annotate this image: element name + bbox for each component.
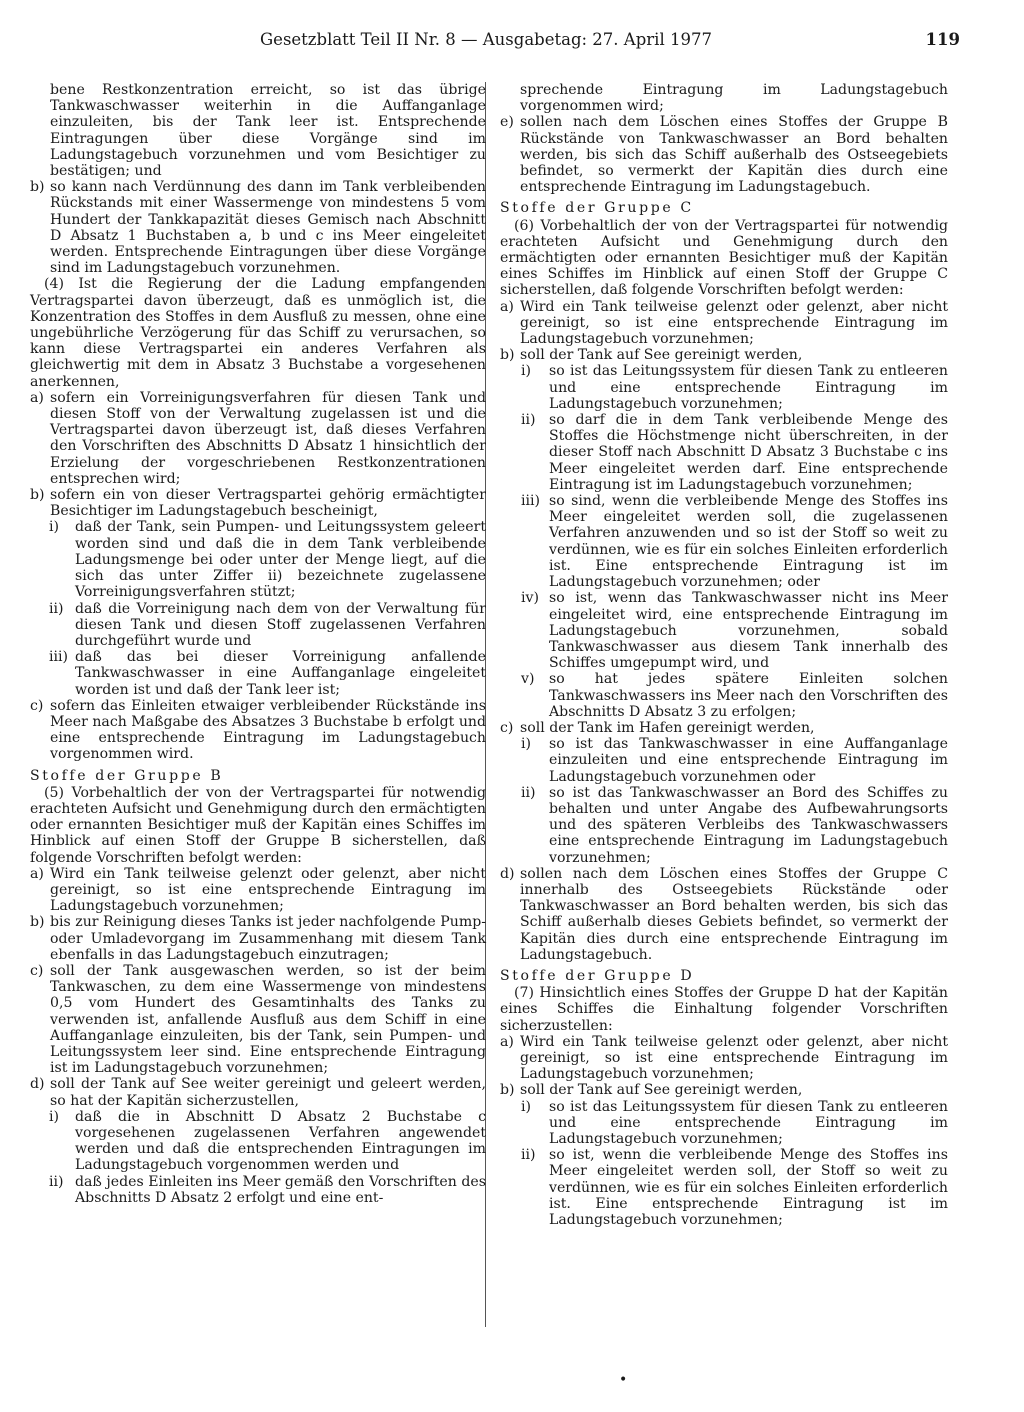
list-subitem (30, 519, 486, 600)
list-item (500, 720, 948, 736)
section-heading: Stoffe der Gruppe C (500, 200, 694, 217)
list-subitem (500, 671, 948, 720)
item-label: e) (500, 114, 514, 131)
item-text: sollen nach dem Löschen eines Stoffes der Gruppe B Rückstände von Tankwaschwasser an Bord behalten werden, bis sich das Schiff außerhalb des Ostseegebiets befindet, so vermerkt der Kapitän dies durch eine entsprechende Eintragung im Ladungstagebuch. (520, 114, 948, 196)
paragraph: (6) Vorbehaltlich der von der Vertragspartei für notwendig erachteten Aufsicht und Genehmigung durch den ermächtigten oder ernannten Besichtiger muß der Kapitän eines Schiffes im Hinblick auf einen Stoff der Gruppe C sicherstellen, daß folgende Vorschriften befolgt werden: (500, 217, 948, 299)
item-text: Wird ein Tank teilweise gelenzt oder gelenzt, aber nicht gereinigt, so ist eine entsprechende Eintragung im Ladungstagebuch vorzunehmen; (50, 865, 486, 915)
list-subitem (500, 736, 948, 785)
item-label: d) (30, 1076, 45, 1093)
list-subitem (500, 785, 948, 866)
item-text: so sind, wenn die verbleibende Menge des Stoffes ins Meer eingeleitet werden soll, die zugelassenen Verfahren anzuwenden und so ist der Stoff so weit zu verdünnen, wie es für ein solches Einleiten erforderlich ist. Eine entsprechende Eintragung ist im Ladungstagebuch vorzunehmen; oder (549, 493, 948, 591)
list-item (500, 299, 948, 348)
item-text: so ist, wenn das Tankwaschwasser nicht ins Meer eingeleitet wird, eine entsprechende Eintragung im Ladungstagebuch vorzunehmen, sobald Tankwaschwasser aus diesem Tank innerhalb des Schiffes umgepumpt wird, und (549, 590, 948, 672)
list-item (30, 698, 486, 763)
item-label: a) (30, 389, 44, 406)
item-text: so ist das Leitungssystem für diesen Tank zu entleeren und eine entsprechende Eintragung im Ladungstagebuch vorzunehmen; (549, 1098, 948, 1147)
item-text: so kann nach Verdünnung des dann im Tank verbleibenden Rückstands mit einer Wassermenge von mindestens 5 vom Hundert der Tankkapazität dieses Gemisch nach Abschnitt D Absatz 1 Buchstaben a, b und c ins Meer eingeleitet werden. Entsprechende Eintragungen über diese Vorgänge sind im Ladungstagebuch vorzunehmen. (50, 179, 486, 277)
list-item (500, 347, 948, 363)
item-label: b) (500, 347, 515, 364)
list-subitem (30, 649, 486, 698)
item-text: so darf die in dem Tank verbleibende Menge des Stoffes die Höchstmenge nicht überschreiten, in der dieser Stoff nach Abschnitt D Absatz 3 Buchstabe c ins Meer eingeleitet werden darf. Eine entsprechende Eintragung ist im Ladungstagebuch vorzunehmen; (549, 412, 948, 493)
item-text: soll der Tank ausgewaschen werden, so ist der beim Tankwaschen, zu dem eine Wassermenge von mindestens 0,5 vom Hundert des Gesamtinhalts des Tanks zu verwenden ist, anfallende Ausfluß aus dem Schiff in eine Auffanganlage einzuleiten, bis der Tank, sein Pumpen- und Leitungssystem leer sind. Eine entsprechende Eintragung ist im Ladungstagebuch vorzunehmen; (50, 962, 486, 1077)
item-text: so ist das Leitungssystem für diesen Tank zu entleeren und eine entsprechende Eintragung im Ladungstagebuch vorzunehmen; (549, 363, 948, 412)
list-subitem (500, 363, 948, 412)
item-text: Wird ein Tank teilweise gelenzt oder gelenzt, aber nicht gereinigt, so ist eine entsprechende Eintragung im Ladungstagebuch vorzunehmen; (520, 298, 948, 348)
item-text: so hat jedes spätere Einleiten solchen Tankwaschwassers ins Meer nach den Vorschriften des Abschnitts D Absatz 3 zu erfolgen; (549, 671, 948, 720)
item-label: b) (500, 1082, 515, 1099)
item-text: so ist, wenn die verbleibende Menge des Stoffes ins Meer eingeleitet werden soll, der Stoff so weit zu verdünnen, wie es für ein solches Einleiten erforderlich ist. Eine entsprechende Eintragung ist im Ladungstagebuch vorzunehmen; (549, 1147, 948, 1229)
list-item (30, 1076, 486, 1108)
list-item (30, 866, 486, 915)
paragraph: sprechende Eintragung im Ladungstagebuch vorgenommen wird; (520, 82, 948, 115)
item-label: i) (521, 363, 532, 380)
list-item (500, 114, 948, 195)
list-subitem (30, 601, 486, 650)
item-label: i) (49, 519, 60, 536)
paragraph: (5) Vorbehaltlich der von der Vertragspartei für notwendig erachteten Aufsicht und Genehmigung durch den ermächtigten oder ernannten Besichtiger muß der Kapitän eines Schiffes im Hinblick auf einen Stoff der Gruppe B sicherstellen, daß folgende Vorschriften befolgt werden: (30, 784, 486, 866)
right-column (500, 82, 948, 1228)
paragraph: (7) Hinsichtlich eines Stoffes der Gruppe D hat der Kapitän eines Schiffes die Einhaltung folgender Vorschriften sicherzustellen: (500, 985, 948, 1034)
item-text: sofern ein Vorreinigungsverfahren für diesen Tank und diesen Stoff von der Verwaltung zugelassen ist und die Vertragspartei davon überzeugt ist, daß dieses Verfahren den Vorschriften des Abschnitts D Absatz 1 hinsichtlich der Erzielung der vorgeschriebenen Restkonzentrationen entsprechen wird; (50, 389, 486, 487)
item-label: ii) (521, 784, 536, 801)
item-text: sofern ein von dieser Vertragspartei gehörig ermächtigter Besichtiger im Ladungstagebuch bescheinigt, (50, 487, 486, 520)
item-text: so ist das Tankwaschwasser in eine Auffanganlage einzuleiten und eine entsprechende Eintragung im Ladungstagebuch vorzunehmen oder (549, 736, 948, 785)
item-text: daß der Tank, sein Pumpen- und Leitungssystem geleert worden sind und daß die in dem Tank verbleibende Ladungsmenge bei oder unter der Menge liegt, auf die sich das unter Ziffer ii) bezeichnete zugelassene Vorreinigungsverfahren stützt; (75, 519, 486, 601)
list-item (500, 1082, 948, 1098)
item-text: sofern das Einleiten etwaiger verbleibender Rückstände ins Meer nach Maßgabe des Absatzes 3 Buchstabe b erfolgt und eine entsprechende Eintragung im Ladungstagebuch vorgenommen wird. (50, 697, 486, 763)
header-title: Gesetzblatt Teil II Nr. 8 — Ausgabetag: 27. April 1977 (260, 30, 712, 49)
item-label: a) (500, 298, 514, 315)
paragraph: bene Restkonzentration erreicht, so ist das übrige Tankwaschwasser weiterhin in die Auffanganlage einzuleiten, bis der Tank leer ist. Entsprechende Eintragungen über diese Vorgänge sind im Ladungstagebuch vorzunehmen und vom Besichtiger zu bestätigen; und (50, 82, 486, 180)
item-text: sollen nach dem Löschen eines Stoffes der Gruppe C innerhalb des Ostseegebiets Rückstände oder Tankwaschwasser an Bord behalten werden, bis sich das Schiff außerhalb dieses Gebiets befindet, so vermerkt der Kapitän dies durch eine entsprechende Eintragung im Ladungstagebuch. (520, 865, 948, 963)
item-text: daß jedes Einleiten ins Meer gemäß den Vorschriften des Abschnitts D Absatz 2 erfolgt und eine ent- (75, 1173, 486, 1206)
item-label: b) (30, 914, 45, 931)
item-text: so ist das Tankwaschwasser an Bord des Schiffes zu behalten und unter Angabe des Aufbewahrungsorts und des späteren Verbleibs des Tankwaschwassers eine entsprechende Eintragung im Ladungstagebuch vorzunehmen; (549, 784, 948, 866)
list-item (30, 179, 486, 276)
list-subitem (500, 412, 948, 493)
item-label: i) (521, 1098, 532, 1115)
item-label: ii) (49, 600, 64, 617)
list-item (500, 1034, 948, 1083)
list-item (30, 914, 486, 963)
item-label: iv) (521, 590, 539, 607)
item-label: ii) (521, 1147, 536, 1164)
item-label: c) (500, 719, 514, 736)
item-label: c) (30, 962, 44, 979)
list-item (30, 487, 486, 519)
item-label: d) (500, 865, 515, 882)
list-subitem (500, 1147, 948, 1228)
item-label: ii) (521, 412, 536, 429)
item-text: daß das bei dieser Vorreinigung anfallende Tankwaschwasser in eine Auffanganlage eingeleitet worden ist und daß der Tank leer ist; (75, 649, 486, 698)
item-text: Wird ein Tank teilweise gelenzt oder gelenzt, aber nicht gereinigt, so ist eine entsprechende Eintragung im Ladungstagebuch vorzunehmen; (520, 1033, 948, 1083)
page-number: 119 (925, 30, 960, 49)
item-label: iii) (49, 649, 69, 666)
list-subitem (500, 493, 948, 590)
item-label: b) (30, 179, 45, 196)
item-label: ii) (49, 1173, 64, 1190)
item-text: soll der Tank auf See gereinigt werden, (520, 1082, 803, 1099)
item-label: i) (521, 736, 532, 753)
item-text: soll der Tank auf See gereinigt werden, (520, 347, 803, 364)
list-item (500, 866, 948, 963)
item-label: a) (30, 865, 44, 882)
section-heading: Stoffe der Gruppe D (500, 967, 695, 984)
item-label: a) (500, 1033, 514, 1050)
list-subitem (30, 1174, 486, 1206)
section-heading: Stoffe der Gruppe B (30, 767, 224, 784)
item-text: soll der Tank im Hafen gereinigt werden, (520, 719, 815, 736)
item-text: daß die Vorreinigung nach dem von der Verwaltung für diesen Tank und diesen Stoff zugelassenen Verfahren durchgeführt wurde und (75, 600, 486, 649)
print-mark: • (619, 1372, 628, 1388)
list-subitem (500, 590, 948, 671)
list-item (30, 390, 486, 487)
item-label: v) (521, 671, 535, 688)
item-text: soll der Tank auf See weiter gereinigt und geleert werden, so hat der Kapitän sicherzustellen, (50, 1076, 486, 1109)
item-label: iii) (521, 493, 541, 510)
list-subitem (30, 1109, 486, 1174)
item-label: c) (30, 697, 44, 714)
item-label: i) (49, 1108, 60, 1125)
paragraph: (4) Ist die Regierung der die Ladung empfangenden Vertragspartei davon überzeugt, daß es unmöglich ist, die Konzentration des Stoffes in dem Ausfluß zu messen, ohne eine ungebührliche Verzögerung für das Schiff zu verursachen, so kann diese Vertragspartei ein anderes Verfahren als gleichwertig mit dem in Absatz 3 Buchstabe a vorgesehenen anerkennen, (30, 276, 486, 390)
page-header (260, 30, 960, 56)
list-subitem (500, 1099, 948, 1148)
left-column (30, 82, 486, 1206)
item-label: b) (30, 487, 45, 504)
item-text: bis zur Reinigung dieses Tanks ist jeder nachfolgende Pump- oder Umladevorgang im Zusammenhang mit diesem Tank ebenfalls in das Ladungstagebuch einzutragen; (50, 914, 486, 963)
list-item (30, 963, 486, 1076)
item-text: daß die in Abschnitt D Absatz 2 Buchstabe c vorgesehenen zugelassenen Verfahren angewendet werden und daß die entsprechenden Eintragungen im Ladungstagebuch vorgenommen werden und (75, 1108, 486, 1174)
